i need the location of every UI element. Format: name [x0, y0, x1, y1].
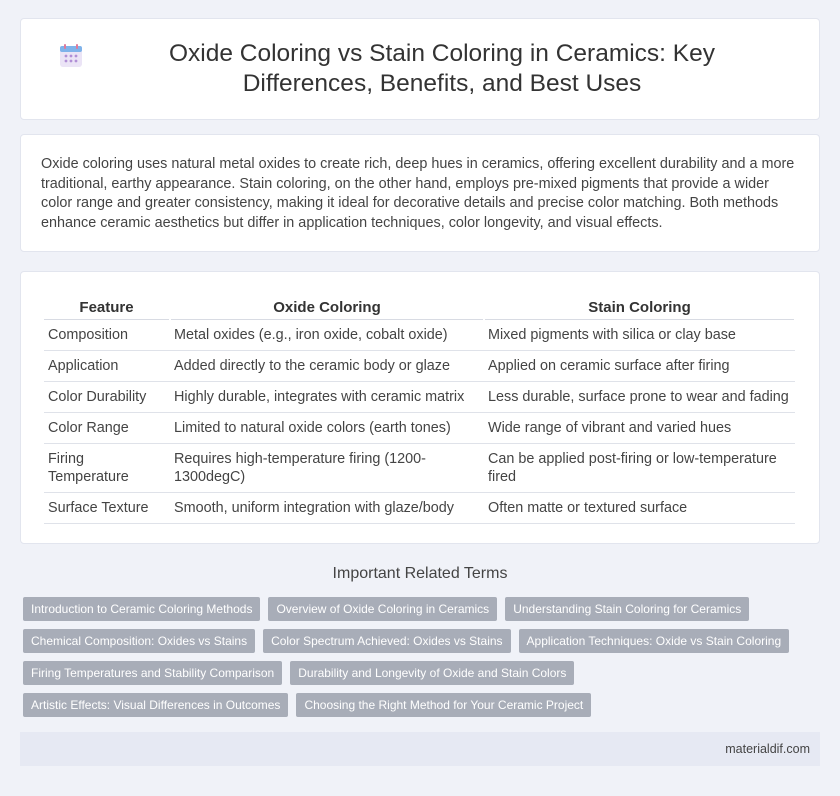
table-row: [44, 382, 795, 413]
table-row: [44, 413, 795, 444]
related-terms-list: [23, 597, 823, 717]
table-cell-feature: Application: [44, 351, 170, 382]
table-cell-feature: Composition: [44, 320, 170, 351]
related-term-tag[interactable]: Artistic Effects: Visual Differences in Outcomes: [23, 693, 288, 717]
table-cell-stain: Wide range of vibrant and varied hues: [484, 413, 795, 444]
intro-card: [20, 134, 820, 252]
table-cell-stain: Applied on ceramic surface after firing: [484, 351, 795, 382]
table-cell-stain: Less durable, surface prone to wear and fading: [484, 382, 795, 413]
related-term-tag[interactable]: Chemical Composition: Oxides vs Stains: [23, 629, 255, 653]
comparison-table-card: [20, 271, 820, 544]
calendar-grid-icon: [58, 43, 84, 69]
related-term-tag[interactable]: Durability and Longevity of Oxide and Stain Colors: [290, 661, 574, 685]
related-term-tag[interactable]: Understanding Stain Coloring for Ceramics: [505, 597, 749, 621]
table-cell-stain: Often matte or textured surface: [484, 493, 795, 524]
header-card: [20, 18, 820, 120]
table-cell-feature: Color Durability: [44, 382, 170, 413]
column-header-oxide: Oxide Coloring: [170, 296, 484, 320]
related-term-tag[interactable]: Introduction to Ceramic Coloring Methods: [23, 597, 260, 621]
related-term-tag[interactable]: Application Techniques: Oxide vs Stain Coloring: [519, 629, 790, 653]
table-cell-oxide: Added directly to the ceramic body or glaze: [170, 351, 484, 382]
column-header-stain: Stain Coloring: [484, 296, 795, 320]
table-row: [44, 320, 795, 351]
table-cell-oxide: Highly durable, integrates with ceramic matrix: [170, 382, 484, 413]
page-title: Oxide Coloring vs Stain Coloring in Ceramics: Key Differences, Benefits, and Best Uses: [168, 40, 716, 97]
related-term-tag[interactable]: Color Spectrum Achieved: Oxides vs Stains: [263, 629, 510, 653]
related-term-tag[interactable]: Overview of Oxide Coloring in Ceramics: [268, 597, 497, 621]
table-cell-oxide: Limited to natural oxide colors (earth tones): [170, 413, 484, 444]
table-row: [44, 351, 795, 382]
header-inner: [40, 39, 800, 99]
related-term-tag[interactable]: Firing Temperatures and Stability Comparison: [23, 661, 282, 685]
table-cell-feature: Color Range: [44, 413, 170, 444]
footer-bar: [20, 732, 820, 766]
intro-paragraph: Oxide coloring uses natural metal oxides to create rich, deep hues in ceramics, offering excellent durability and a more traditional, earthy appearance. Stain coloring, on the other hand, employs pre-mixed pigments that provide a wider color range and greater consistency, making it ideal for decorative details and precise color matching. Both methods enhance ceramic aesthetics but differ in application techniques, color longevity, and visual effects.: [41, 156, 795, 231]
table-cell-feature: Surface Texture: [44, 493, 170, 524]
table-cell-oxide: Smooth, uniform integration with glaze/body: [170, 493, 484, 524]
table-header-row: [44, 296, 795, 320]
table-row: [44, 493, 795, 524]
table-cell-stain: Mixed pigments with silica or clay base: [484, 320, 795, 351]
table-cell-feature: Firing Temperature: [44, 444, 170, 493]
table-cell-oxide: Requires high-temperature firing (1200-1300degC): [170, 444, 484, 493]
comparison-table: [44, 296, 796, 524]
column-header-feature: Feature: [44, 296, 170, 320]
related-term-tag[interactable]: Choosing the Right Method for Your Ceramic Project: [296, 693, 591, 717]
table-row: [44, 444, 795, 493]
table-cell-oxide: Metal oxides (e.g., iron oxide, cobalt oxide): [170, 320, 484, 351]
table-cell-stain: Can be applied post-firing or low-temperature fired: [484, 444, 795, 493]
footer-site-link[interactable]: materialdif.com: [725, 742, 810, 756]
related-terms-title: Important Related Terms: [332, 565, 508, 582]
